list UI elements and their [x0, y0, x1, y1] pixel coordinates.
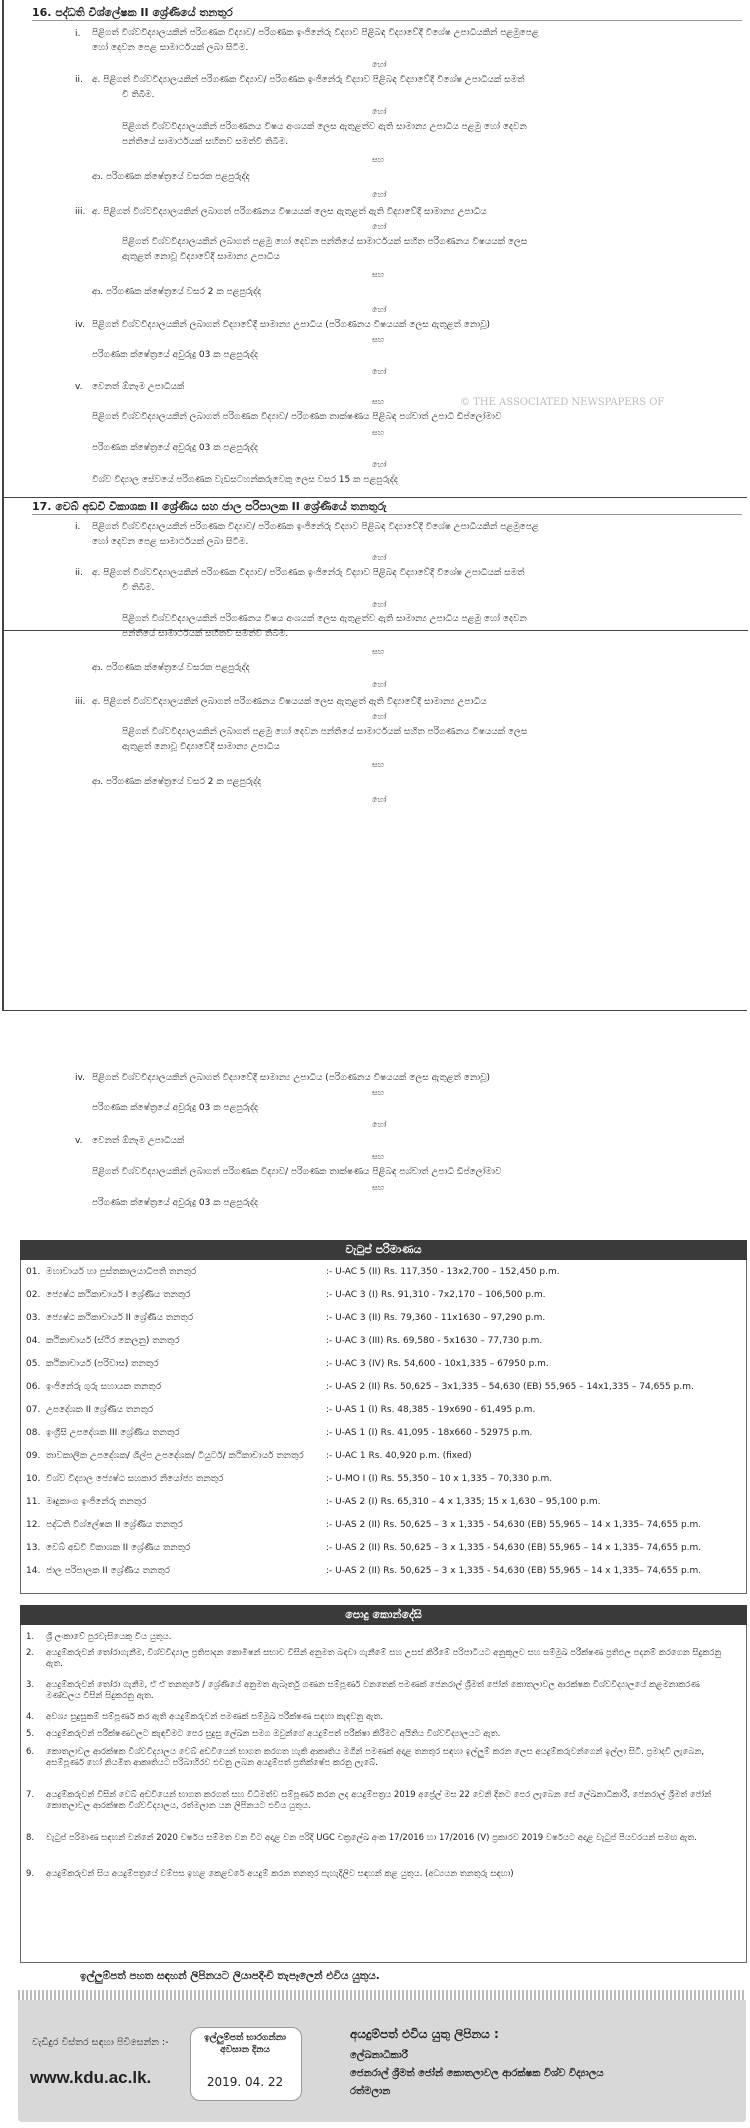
section-17-divider [2, 497, 747, 498]
s16-or: හෝ [372, 367, 387, 376]
s17-ii-a: අ. පිළිගත් විශ්වවිද්‍යාලයකින් පරිගණක විද්‍යාව/ පරිගණක ඉංජිනේරු විද්‍යාව පිළිබඳ විද්‍යාවේදී විශේෂ උපාධියක් සමත් [92, 568, 525, 578]
salary-row-post: තාවකාලික උපදේශක/ ශිල්ප උපදේශක/ ටියුටර්/ කථිකාචාර්ය තනතුර [46, 1451, 304, 1461]
salary-row-number: 02. [26, 1290, 41, 1300]
condition-number: 3. [26, 1680, 35, 1690]
website-link[interactable]: www.kdu.ac.lk. [30, 2068, 152, 2087]
s17-and: සහ [372, 647, 385, 656]
footer-more-info: වැඩිදුර විස්තර සඳහා පිවිසෙන්න :- [32, 2037, 169, 2048]
s16-and: සහ [372, 397, 385, 406]
salary-row-post: ඉංජිනේරු ගුරු සහායක තනතුර [46, 1382, 162, 1392]
salary-row-number: 06. [26, 1382, 41, 1392]
salary-row-post: මහාචාර්ය හා පුස්තකාලයාධිපති තනතුර [46, 1267, 197, 1277]
upper-frame-bottom [2, 1010, 747, 1011]
condition-number: 8. [26, 1833, 35, 1843]
salary-row-number: 12. [26, 1520, 41, 1530]
section-16-title: 16. පද්ධති විශ්ලේෂක II ශ්‍රේණියේ තනතුර [32, 6, 233, 19]
upper-frame-left [2, 0, 4, 1010]
salary-row-post: ජ්‍යෙෂ්ඨ කථිකාචාර්ය II ශ්‍රේණිය තනතුර [46, 1313, 194, 1323]
conditions-footer-note: ඉල්ලුම්පත් පහත සඳහන් ලිපිනයට ලියාපදිංචි තැපෑලෙන් එවිය යුතුය. [80, 1970, 380, 1982]
condition-number: 9. [26, 1869, 35, 1879]
s16-or: හෝ [372, 305, 387, 314]
salary-row-number: 13. [26, 1543, 41, 1553]
salary-row-post: විශ්ව විද්‍යාල ජ්‍යෙෂ්ඨ සහකාර නියෝජ්‍ය තනතුර [46, 1474, 224, 1484]
s16-ii-roman: ii. [75, 75, 83, 85]
footer-stripe [18, 1990, 746, 2000]
s16-ii-b2: පන්තියේ සාමාර්ථයක් සහිතව සමත්වී තිබීම. [122, 137, 289, 147]
s17-iv-roman: iv. [75, 1073, 85, 1083]
condition-text: අයදුම්කරුවන් තෝරා ගැනීම, ඒ ඒ තනතුරේ / ශ්‍රේණියේ අනුමත ඇබෑර්තු ගණන සම්පූර්ණ වනතෙක් පමණක් ජෙනරාල් ශ්‍රීමත් ජෝන් කොතලාවල ආරක්ෂක විශ්වවිද්‍යාලයේ කළමනාකරණ මණ්ඩලය විසින් සිදුකරනු ඇත. [46, 1680, 700, 1701]
s16-or: හෝ [372, 222, 387, 231]
salary-row-scale: :- U-AC 1 Rs. 40,920 p.m. (fixed) [326, 1451, 472, 1461]
salary-row [26, 1265, 746, 1280]
s17-ii-b: පිළිගත් විශ්වවිද්‍යාලයකින් පරිගණනය විෂය අංශයක් ලෙස ඇතුළත්ව ඇති සාමාන්‍ය උපාධිය පළමු හෝ දෙවන [122, 614, 527, 624]
s17-v-a: වෙනත් ඕනෑම උපාධියක් [92, 1136, 185, 1146]
salary-row-number: 09. [26, 1451, 41, 1461]
salary-row-post: ජාල පරිපාලක II ශ්‍රේණිය තනතුර [46, 1566, 170, 1576]
condition-text: අවශ්‍ය සුදුසුකම් සම්පූර්ණ කර ඇති අයදුම්කරුවන් පමණක් සම්මුඛ පරීක්ෂණ සඳහා කැඳවනු ඇත. [46, 1712, 383, 1722]
s16-i-roman: i. [75, 29, 81, 39]
s17-iv-a: පිළිගත් විශ්වවිද්‍යාලයකින් ලබාගත් විද්‍යාවේදී සාමාන්‍ය උපාධිය (පරිගණනය විෂයයක් ලෙස ඇතුළත් නොවූ) [92, 1073, 491, 1083]
s16-ii-a2: වී තිබීම. [122, 90, 155, 100]
s16-v-roman: v. [75, 382, 83, 392]
section-16-rule [32, 20, 742, 21]
s17-iii-c: ආ. පරිගණක ක්ෂේත්‍රයේ වසර 2 ක පළපුරුද්ද [92, 777, 262, 787]
s16-or: හෝ [372, 460, 387, 469]
salary-header: වැටුප් පරිමාණය [20, 1240, 747, 1260]
salary-row-post: ඉංග්‍රීසි උපදේශක III ශ්‍රේණිය තනතුර [46, 1428, 180, 1438]
condition-number: 6. [26, 1747, 35, 1757]
watermark: © THE ASSOCIATED NEWSPAPERS OF [460, 397, 665, 408]
s17-v-roman: v. [75, 1136, 83, 1146]
salary-row-number: 03. [26, 1313, 41, 1323]
s16-and: සහ [372, 335, 385, 344]
s17-ii-a2: වී තිබීම. [122, 583, 155, 593]
s17-v-c: පරිගණක ක්ෂේත්‍රයේ අවුරුදු 03 ක පළපුරුද්ද [92, 1198, 258, 1208]
s17-ii-c: ආ. පරිගණක ක්ෂේත්‍රයේ වසරක පළපුරුද්ද [92, 663, 250, 673]
salary-row-post: උපදේශක II ශ්‍රේණිය තනතුර [46, 1405, 154, 1415]
salary-row-number: 14. [26, 1566, 41, 1576]
salary-row-scale: :- U-MO I (I) Rs. 55,350 – 10 x 1,335 – 70,330 p.m. [326, 1474, 553, 1484]
s16-iv-roman: iv. [75, 320, 85, 330]
salary-row [26, 1380, 746, 1395]
closing-date: 2019. 04. 22 [206, 2075, 284, 2089]
s16-i-text: පිළිගත් විශ්වවිද්‍යාලයකින් පරිගණක විද්‍යාව/ පරිගණක ඉංජිනේරු විද්‍යාව පිළිබඳ විද්‍යාවේදී විශේෂ උපාධියකින් පළමුපෙළ [92, 28, 539, 38]
salary-row-number: 10. [26, 1474, 41, 1484]
s17-or: හෝ [372, 712, 387, 721]
salary-row-scale: :- U-AC 3 (IV) Rs. 54,600 - 10x1,335 – 67950 p.m. [326, 1359, 549, 1369]
s16-v-c: පරිගණක ක්ෂේත්‍රයේ අවුරුදු 03 ක පළපුරුද්ද [92, 443, 258, 453]
salary-row-post: පද්ධති විශ්ලේෂක II ශ්‍රේණිය තනතුර [46, 1520, 183, 1530]
s16-iii-b: පිළිගත් විශ්වවිද්‍යාලයකින් ලබාගත් පළමු හෝ දෙවන පන්තියේ සාමාර්ථයක් සහිත පරිගණනය විෂයයක් ලෙස [122, 237, 528, 247]
salary-row-scale: :- U-AS 2 (II) Rs. 50,625 – 3 x 1,335 - 54,630 (EB) 55,965 – 14 x 1,335– 74,655 p.m. [326, 1543, 702, 1553]
s16-and: සහ [372, 270, 385, 279]
salary-row-post: මෘදුකාංග ඉංජිනේරු තනතුර [46, 1497, 147, 1507]
salary-row-number: 07. [26, 1405, 41, 1415]
s17-or: හෝ [372, 600, 387, 609]
condition-number: 7. [26, 1790, 35, 1800]
s16-or: හෝ [372, 190, 387, 199]
salary-row-scale: :- U-AC 3 (I) Rs. 91,310 - 7x2,170 – 106,500 p.m. [326, 1290, 546, 1300]
salary-row [26, 1357, 746, 1372]
condition-number: 1. [26, 1632, 35, 1642]
s16-v-d: විශ්ව විද්‍යාල සේවයේ පරිගණක වැඩසටහන්කරුවෙකු ලෙස වසර 15 ක පළපුරුද්ද [92, 475, 398, 485]
s17-and: සහ [372, 1152, 385, 1161]
salary-row-number: 05. [26, 1359, 41, 1369]
condition-text: ශ්‍රී ලංකාවේ පුරවැසියෙකු විය යුතුය. [46, 1632, 172, 1642]
s16-v-a: වෙනත් ඕනෑම උපාධියක් [92, 382, 185, 392]
s16-iv-b: පරිගණක ක්ෂේත්‍රයේ අවුරුදු 03 ක පළපුරුද්ද [92, 350, 258, 360]
condition-text: අයදුම්කරුවන් විසින් වෙබ් අඩවියෙන් භාගත කරගත් සහ විධිමත්ව සම්පූර්ණ කරන ලද අයදුම්පත්‍රය 2019 අප්‍රේල් මස 22 වෙනි දිනට පෙර ලැබෙන සේ ලේඛනාධිකාරී, ජෙනරාල් ශ්‍රීමත් ජෝන් කොතලාවල ආරක්ෂක විශ්වවිද්‍යාලය, රත්මලාන යන ලිපිනයට එවිය යුතුය. [46, 1790, 712, 1811]
s16-iii-b2: ඇතුළත් නොවූ විද්‍යාවේදී සාමාන්‍ය උපාධිය [122, 252, 280, 262]
s17-or: හෝ [372, 553, 387, 562]
s17-iii-a: අ. පිළිගත් විශ්වවිද්‍යාලයකින් ලබාගත් පරිගණනය විෂයයක් ලෙස ඇතුළත් ඇති විද්‍යාවේදී සාමාන්‍ය උපාධිය [92, 697, 487, 707]
s16-and: සහ [372, 428, 385, 437]
address-title: අයදුම්පත් එවිය යුතු ලිපිනය : [350, 2027, 499, 2041]
s16-iv-a: පිළිගත් විශ්වවිද්‍යාලයකින් ලබාගත් විද්‍යාවේදී සාමාන්‍ය උපාධිය (පරිගණනය විෂයයක් ලෙස ඇතුළත් නොවූ) [92, 320, 491, 330]
section-17-rule [32, 514, 742, 515]
condition-text: අයදුම්කරුවන් තෝරාගැනීම, විශ්වවිද්‍යාල ප්‍රතිපාදන කොමිෂන් සභාව විසින් අනුමත බඳවා ගැනීමේ සහ උසස් කිරීමේ පරිපාටියට අනුකූලව සහ සම්මුඛ පරීක්ෂණ ප්‍රතිඵල පදනම් කරගෙන සිදුකරනු ඇත. [46, 1648, 722, 1669]
salary-row-scale: :- U-AS 1 (I) Rs. 41,095 - 18x660 - 52975 p.m. [326, 1428, 533, 1438]
s17-or: හෝ [372, 1120, 387, 1129]
s17-iii-b2: ඇතුළත් නොවූ විද්‍යාවේදී සාමාන්‍ය උපාධිය [122, 742, 280, 752]
section-17-title: 17. වෙබ් අඩවි විකාශක II ශ්‍රේණිය සහ ජාල පරිපාලක II ශ්‍රේණියේ තනතුරු [32, 500, 387, 513]
condition-number: 5. [26, 1729, 35, 1739]
s16-v-b: පිළිගත් විශ්වවිද්‍යාලයකින් ලබාගත් පරිගණක විද්‍යාව/ පරිගණක තාක්ෂණය පිළිබඳ පශ්චාත් උපාධි ඩිප්ලෝමාව [92, 412, 502, 422]
address-line-1: ලේඛනාධිකාරී [350, 2050, 408, 2061]
conditions-header: පොදු කොන්දේසි [20, 1605, 747, 1625]
s17-i-text: පිළිගත් විශ්වවිද්‍යාලයකින් පරිගණක විද්‍යාව/ පරිගණක ඉංජිනේරු විද්‍යාව පිළිබඳ විද්‍යාවේදී විශේෂ උපාධියකින් පළමුපෙළ [92, 522, 539, 532]
condition-text: කොතලාවල ආරක්ෂක විශ්වවිද්‍යාලය වෙබ් අඩවියෙන් භාගත කරගත හැකි ආකෘතිය මගින් පමණක් අදාළ තනතුර සඳහා ඉල්ලුම් කරන ලෙස අයදුම්කරුවන්ගෙන් ඉල්ලා සිටී. ප්‍රමාදවී ලැබෙන, අසම්පූර්ණ හෝ නියමිත ආකෘතියට පරිබාහිරව එවනු ලබන අයදුම්පත් ප්‍රතික්ෂේප කරනු ලැබේ. [46, 1747, 705, 1768]
salary-row [26, 1564, 746, 1579]
salary-row-number: 04. [26, 1336, 41, 1346]
s16-or: හෝ [372, 60, 387, 69]
condition-text: අයදුම්කරුවන් පරීක්ෂණවලට කැඳවීමට පෙර සුදුසු ලේඛන සමග ඔවුන්ගේ අයදුම්පත් පරීක්ෂා කිරීමට අයිතිය විශ්වවිද්‍යාලයට ඇත. [46, 1729, 501, 1739]
s17-and: සහ [372, 1088, 385, 1097]
salary-row-scale: :- U-AS 2 (II) Rs. 50,625 – 3x1,335 – 54,630 (EB) 55,965 – 14x1,335 – 74,655 p.m. [326, 1382, 694, 1392]
closing-date-label: ඉල්ලුම්පත් භාරගන්නා අවසාන දිනය [204, 2033, 286, 2055]
salary-row-scale: :- U-AS 1 (I) Rs. 48,385 - 19x690 - 61,495 p.m. [326, 1405, 536, 1415]
salary-row-scale: :- U-AC 5 (II) Rs. 117,350 - 13x2,700 – 152,450 p.m. [326, 1267, 560, 1277]
salary-row-number: 08. [26, 1428, 41, 1438]
address-line-3: රත්මලාන [350, 2086, 391, 2097]
salary-row-scale: :- U-AC 3 (II) Rs. 79,360 - 11x1630 – 97,290 p.m. [326, 1313, 546, 1323]
salary-row-number: 11. [26, 1497, 41, 1507]
s16-ii-a: අ. පිළිගත් විශ්වවිද්‍යාලයකින් පරිගණක විද්‍යාව/ පරිගණක ඉංජිනේරු විද්‍යාව පිළිබඳ විද්‍යාවේදී විශේෂ උපාධියක් සමත් [92, 75, 525, 85]
salary-row [26, 1449, 746, 1464]
salary-row [26, 1518, 746, 1533]
s17-i-roman: i. [75, 522, 81, 532]
salary-row-post: වෙබ් අඩවි විකාශක II ශ්‍රේණිය තනතුර [46, 1543, 191, 1553]
salary-row-post: කථිකාචාර්ය (පරිවාස) තනතුර [46, 1359, 159, 1369]
salary-row-post: ජ්‍යෙෂ්ඨ කථිකාචාර්ය I ශ්‍රේණිය තනතුර [46, 1290, 191, 1300]
s17-i-text2: හෝ දෙවන පෙළ සාමාර්ථයක් ලබා සිටීම. [92, 537, 249, 547]
salary-row [26, 1334, 746, 1349]
s17-iv-b: පරිගණක ක්ෂේත්‍රයේ අවුරුදු 03 ක පළපුරුද්ද [92, 1103, 258, 1113]
s16-i-text2: හෝ දෙවන පෙළ සාමාර්ථයක් ලබා සිටීම. [92, 43, 249, 53]
salary-row-scale: :- U-AC 3 (III) Rs. 69,580 - 5x1630 – 77,730 p.m. [326, 1336, 543, 1346]
salary-row-scale: :- U-AS 2 (I) Rs. 65,310 – 4 x 1,335; 15 x 1,630 – 95,100 p.m. [326, 1497, 601, 1507]
salary-row [26, 1426, 746, 1441]
salary-row [26, 1403, 746, 1418]
s16-iii-roman: iii. [75, 207, 86, 217]
s17-and: සහ [372, 760, 385, 769]
s17-v-b: පිළිගත් විශ්වවිද්‍යාලයකින් ලබාගත් පරිගණක විද්‍යාව/ පරිගණක තාක්ෂණය පිළිබඳ පශ්චාත් උපාධි ඩිප්ලෝමාව [92, 1167, 502, 1177]
s17-and: සහ [372, 1183, 385, 1192]
salary-row-number: 01. [26, 1267, 41, 1277]
salary-row [26, 1472, 746, 1487]
s17-or: හෝ [372, 680, 387, 689]
address-line-2: ජෙනරාල් ශ්‍රීමත් ජෝන් කොතලාවල ආරක්ෂක විශ්ව විද්‍යාලය [350, 2068, 604, 2079]
s16-ii-c: ආ. පරිගණක ක්ෂේත්‍රයේ වසරක පළපුරුද්ද [92, 172, 250, 182]
salary-row-post: කථිකාචාර්ය (ස්ථිර කෙලනු) තනතුර [46, 1336, 180, 1346]
s16-iii-a: අ. පිළිගත් විශ්වවිද්‍යාලයකින් ලබාගත් පරිගණනය විෂයයක් ලෙස ඇතුළත් ඇති විද්‍යාවේදී සාමාන්‍ය උපාධිය [92, 207, 487, 217]
salary-row [26, 1495, 746, 1510]
s16-or: හෝ [372, 107, 387, 116]
s17-ii-b2: පන්තියේ සාමාර්ථයක් සහිතව සමත්වී තිබීම. [122, 629, 289, 639]
condition-number: 4. [26, 1712, 35, 1722]
condition-text: වැටුප් පරිමාණ සඳහන් වන්නේ 2020 වර්ෂය සම්මත වන විට අදාළ වන පරිදි UGC චක්‍රලේඛ අංක 17/2016 හා 17/2016 (V) ප්‍රකාරව 2019 වර්ෂයට අදාළ වැටුප් පියවරයන් සමඟ ඇත. [46, 1833, 697, 1843]
s16-iii-c: ආ. පරිගණක ක්ෂේත්‍රයේ වසර 2 ක පළපුරුද්ද [92, 287, 262, 297]
s17-ii-roman: ii. [75, 568, 83, 578]
condition-text: අයදුම්කරුවන් සිය අයදුම්පත්‍රයේ වම්පස ඉහළ කෙළවරේ අයදුම් කරන තනතුර පැහැදිලිව සඳහන් කළ යුතුය. (අධ්‍යයන තනතුරු සඳහා) [46, 1869, 514, 1879]
s16-ii-b: පිළිගත් විශ්වවිද්‍යාලයකින් පරිගණනය විෂය අංශයක් ලෙස ඇතුළත්ව ඇති සාමාන්‍ය උපාධිය පළමු හෝ දෙවන [122, 122, 527, 132]
s16-and: සහ [372, 155, 385, 164]
salary-row [26, 1288, 746, 1303]
s17-iii-b: පිළිගත් විශ්වවිද්‍යාලයකින් ලබාගත් පළමු හෝ දෙවන පන්තියේ සාමාර්ථයක් සහිත පරිගණනය විෂයයක් ලෙස [122, 727, 528, 737]
salary-row [26, 1541, 746, 1556]
condition-number: 2. [26, 1648, 35, 1658]
salary-row [26, 1311, 746, 1326]
s17-or: හෝ [372, 795, 387, 804]
salary-row-scale: :- U-AS 2 (II) Rs. 50,625 – 3 x 1,335 - 54,630 (EB) 55,965 – 14 x 1,335– 74,655 p.m. [326, 1520, 702, 1530]
salary-row-scale: :- U-AS 2 (II) Rs. 50,625 – 3 x 1,335 - 54,630 (EB) 55,965 – 14 x 1,335– 74,655 p.m. [326, 1566, 702, 1576]
s17-iii-roman: iii. [75, 697, 86, 707]
